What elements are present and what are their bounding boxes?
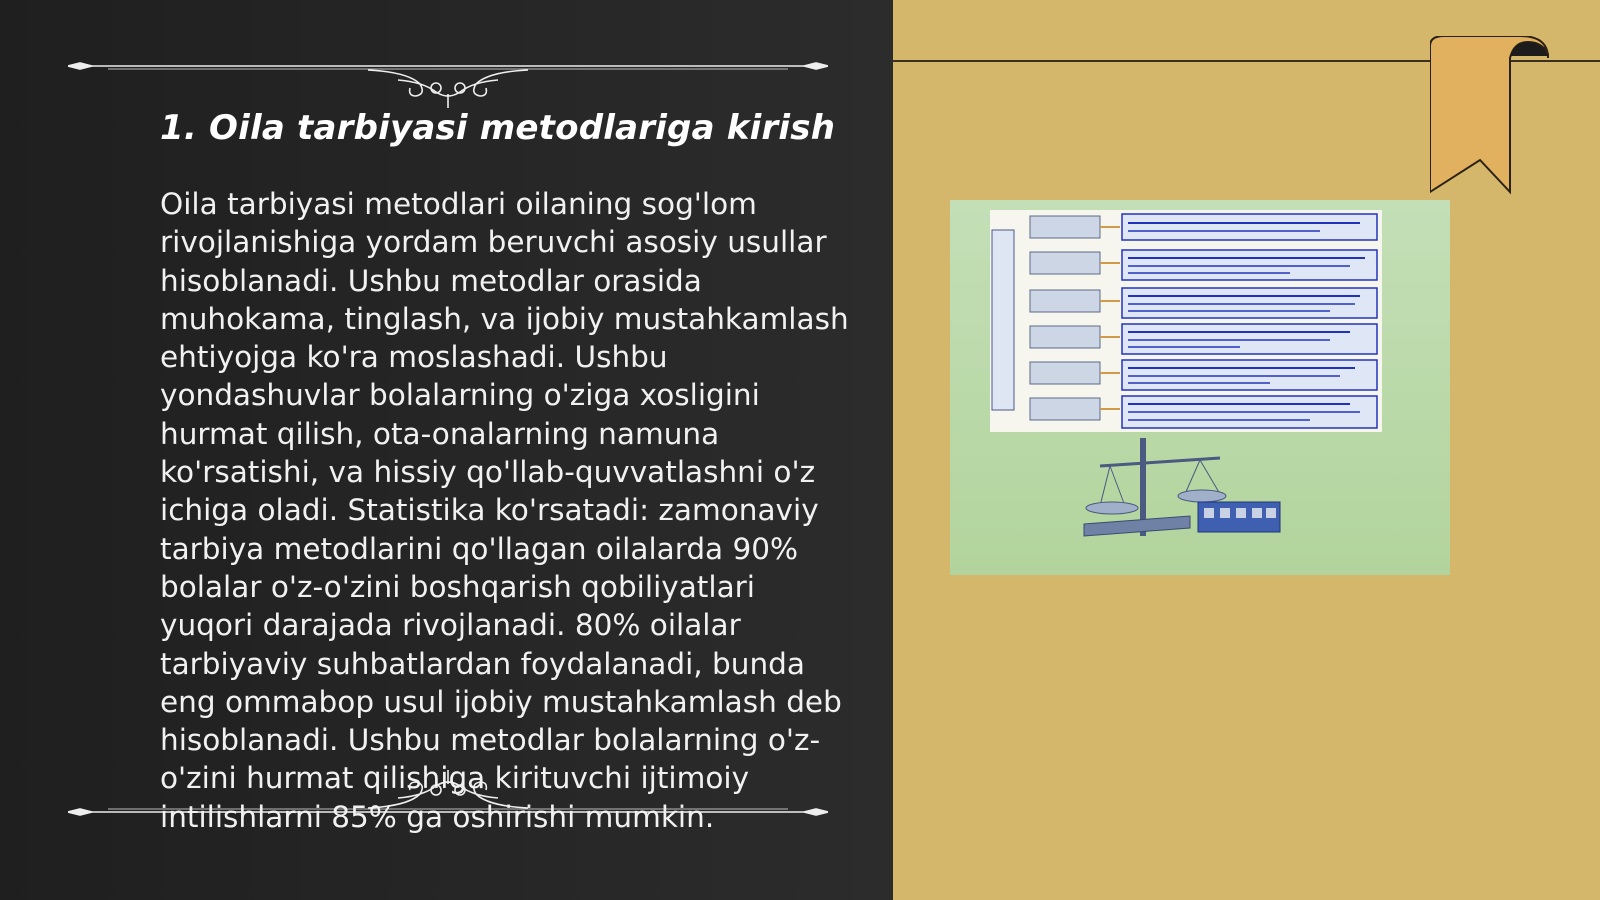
slide-title: 1. Oila tarbiyasi metodlariga kirish: [160, 108, 836, 148]
measurement-types-diagram: [990, 210, 1382, 432]
top-ornament-divider-icon: [68, 58, 828, 108]
slide-body-text: Oila tarbiyasi metodlari oilaning sog'lom rivojlanishiga yordam beruvchi asosiy usullar hisoblanadi. Ushbu metodlar orasida muhokama, tinglash, va ijobiy mustahkamlash ehtiyojga ko'ra moslashadi. Ushbu yondashuvlar bolalarning o'ziga xosligini hurmat qilish, ota-onalarning namuna ko'rsatishi, va hissiy qo'llab-quvvatlashni o'z ichiga oladi. Statistika ko'rsatadi: zamonaviy tarbiya metodlarini qo'llagan oilalarda 90% bolalar o'z-o'zini boshqarish qobiliyatlari yuqori darajada rivojlanadi. 80% oilalar tarbiyaviy suhbatlardan foydalanadi, bunda eng ommabop usul ijobiy mustahkamlash deb hisoblanadi. Ushbu metodlar bolalarning o'z-o'zini hurmat qilishiga kirituvchi ijtimoiy intilishlarni 85% ga oshirishi mumkin.: [160, 187, 849, 834]
measurement-diagram-image: [950, 200, 1450, 575]
balance-scale-icon: [1080, 436, 1290, 546]
bookmark-ribbon-icon: [1430, 36, 1550, 196]
